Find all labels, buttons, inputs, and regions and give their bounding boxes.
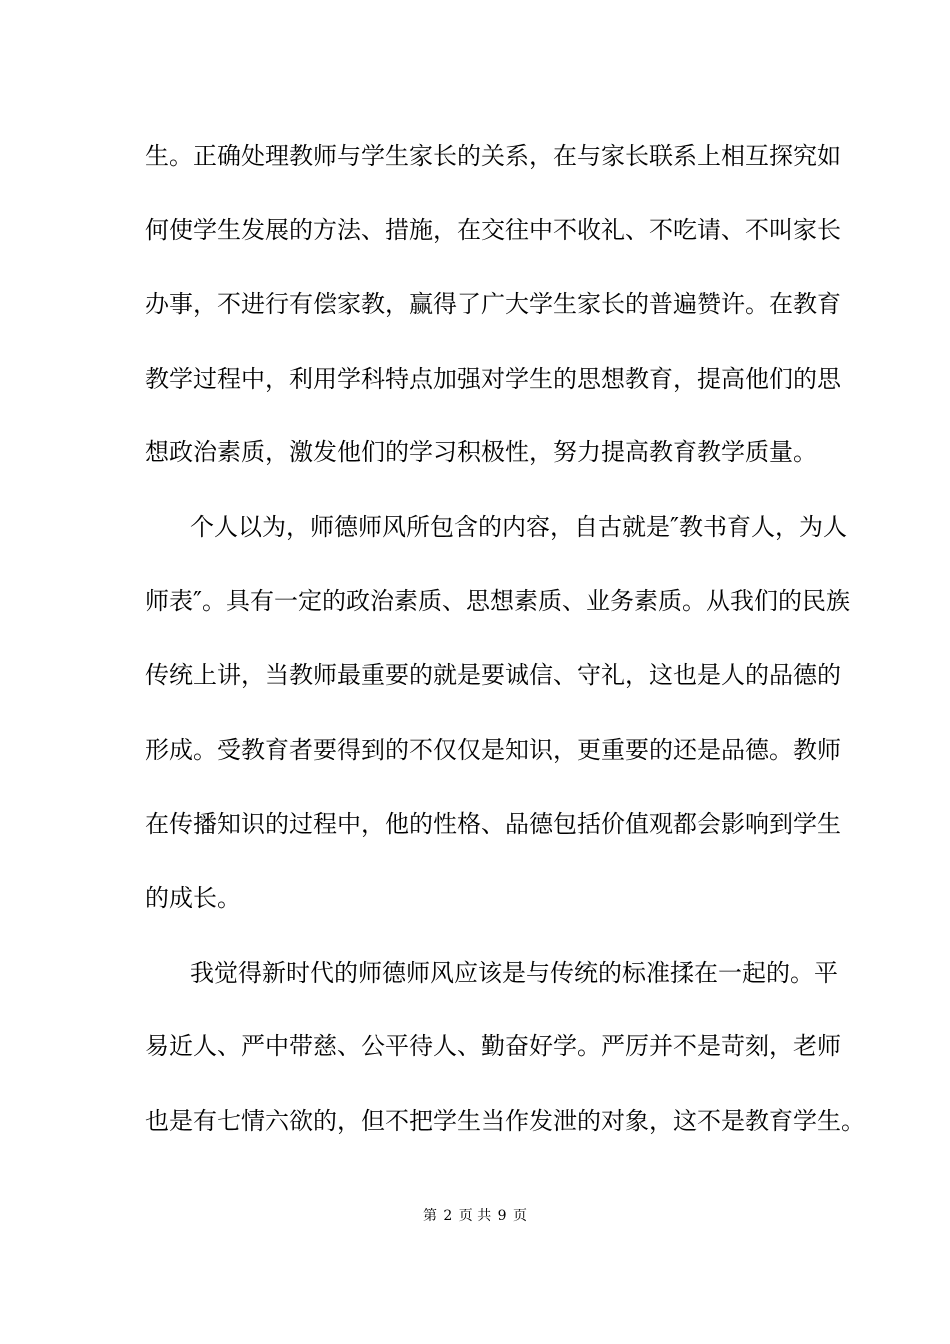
text-line-14: 也是有七情六欲的，但不把学生当作发泄的对象，这不是教育学生。: [145, 1107, 865, 1135]
text-line-8: 传统上讲，当教师最重要的就是要诚信、守礼，这也是人的品德的: [145, 661, 841, 689]
text-line-5: 想政治素质，激发他们的学习积极性，努力提高教育教学质量。: [145, 438, 817, 466]
footer-middle: 页 共: [458, 1208, 492, 1224]
text-line-11: 的成长。: [145, 884, 241, 912]
footer-current-page: 2: [443, 1208, 453, 1224]
footer-total-pages: 9: [497, 1208, 507, 1224]
text-line-3: 办事，不进行有偿家教，赢得了广大学生家长的普遍赞许。在教育: [145, 290, 841, 318]
footer-prefix: 第: [422, 1208, 437, 1224]
text-line-7: 师表″。具有一定的政治素质、思想素质、业务素质。从我们的民族: [145, 587, 850, 615]
text-line-6: 个人以为，师德师风所包含的内容，自古就是″教书育人，为人: [166, 513, 847, 541]
footer-suffix: 页: [513, 1208, 528, 1224]
text-line-13: 易近人、严中带慈、公平待人、勤奋好学。严厉并不是苛刻，老师: [145, 1032, 841, 1060]
text-line-12: 我觉得新时代的师德师风应该是与传统的标准揉在一起的。平: [166, 959, 838, 987]
text-line-2: 何使学生发展的方法、措施，在交往中不收礼、不吃请、不叫家长: [145, 216, 841, 244]
text-line-1: 生。正确处理教师与学生家长的关系，在与家长联系上相互探究如: [145, 142, 841, 170]
page-number-footer: [0, 1207, 950, 1225]
text-line-10: 在传播知识的过程中，他的性格、品德包括价值观都会影响到学生: [145, 810, 841, 838]
text-line-4: 教学过程中，利用学科特点加强对学生的思想教育，提高他们的思: [145, 365, 841, 393]
text-line-9: 形成。受教育者要得到的不仅仅是知识，更重要的还是品德。教师: [145, 736, 841, 764]
